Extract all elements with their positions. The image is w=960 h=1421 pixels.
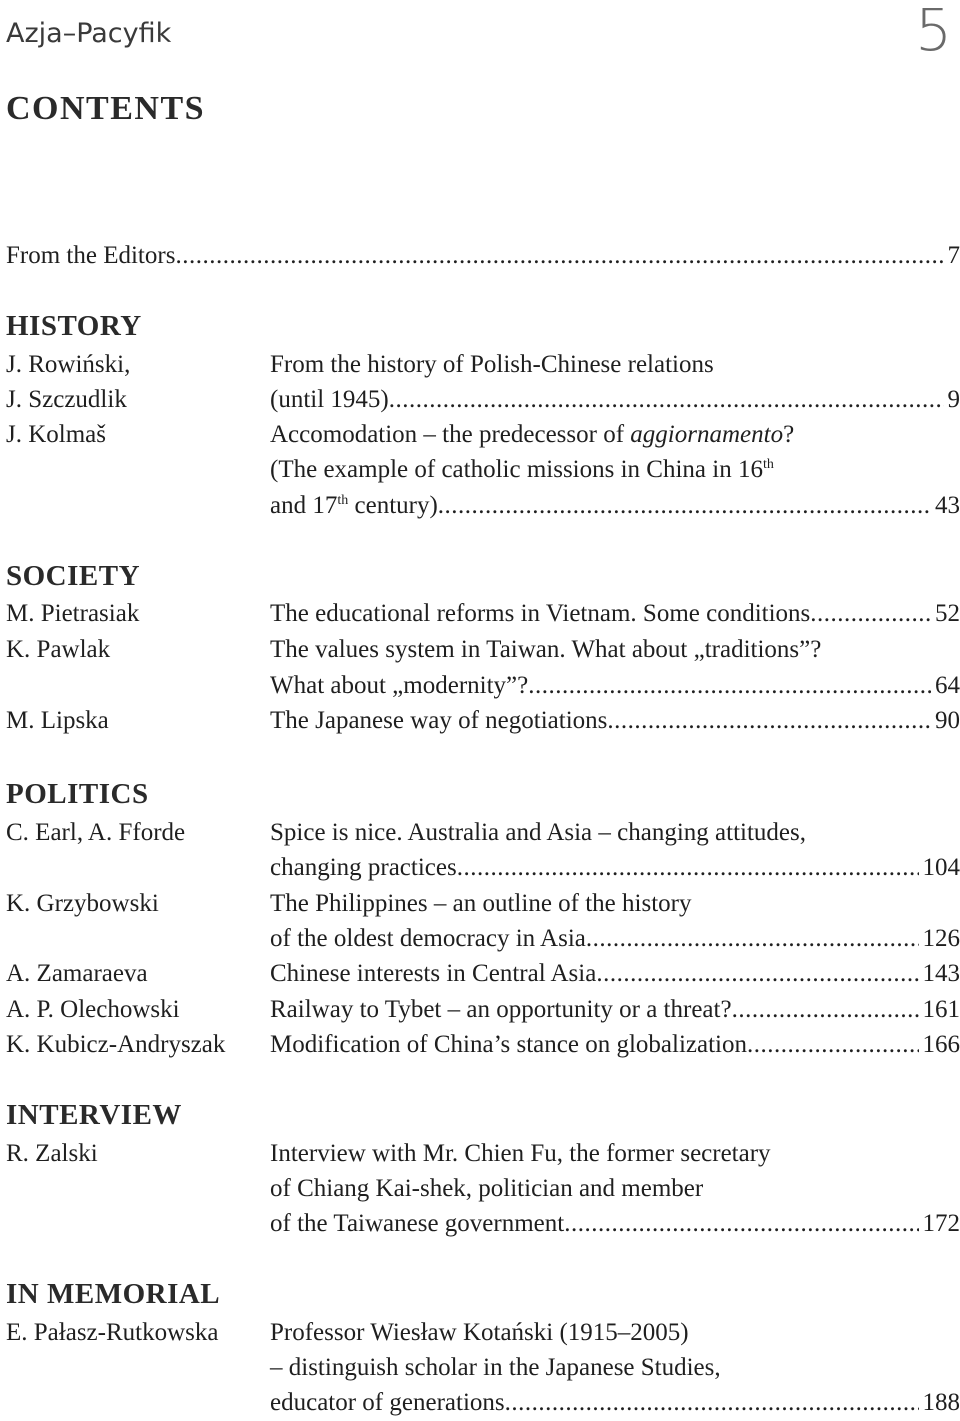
toc-entry-editors[interactable] [6, 238, 960, 274]
entry-page: 172 [922, 1210, 960, 1237]
entry-title: The educational reforms in Vietnam. Some conditions [270, 600, 811, 627]
entry-title [270, 452, 774, 488]
section-heading-politics: POLITICS [6, 778, 149, 810]
leader-dots [596, 956, 918, 992]
entry-author: J. Kolmaš [6, 421, 106, 448]
toc-entry-line[interactable] [6, 632, 960, 668]
entry-author: K. Grzybowski [6, 890, 159, 917]
leader-dots [175, 238, 943, 274]
toc-entry-line[interactable] [6, 956, 960, 992]
entry-author: K. Kubicz-Andryszak [6, 1031, 226, 1058]
section-heading-history: HISTORY [6, 310, 142, 342]
entry-title: Chinese interests in Central Asia [270, 960, 597, 987]
entry-author: A. Zamaraeva [6, 960, 148, 987]
leader-dots [747, 1027, 919, 1063]
leader-dots [732, 992, 919, 1028]
toc-entry-line[interactable] [6, 347, 960, 383]
entry-title: – distinguish scholar in the Japanese Studies, [270, 1354, 721, 1381]
entry-author: M. Pietrasiak [6, 600, 140, 627]
toc-entry-line[interactable] [6, 1027, 960, 1063]
entry-author: C. Earl, A. Fforde [6, 819, 186, 846]
contents-title: CONTENTS [6, 90, 206, 127]
entry-author: J. Rowiński, [6, 351, 131, 378]
entry-title [270, 417, 794, 453]
leader-dots [389, 382, 944, 418]
toc-entry-line[interactable] [6, 1315, 960, 1351]
entry-page: 188 [922, 1389, 960, 1416]
entry-page: 64 [935, 672, 960, 699]
toc-entry-line[interactable] [6, 452, 960, 488]
title-text: Accomodation – the predecessor of [270, 421, 631, 448]
entry-page: 43 [935, 492, 960, 519]
toc-entry-line[interactable] [6, 1350, 960, 1386]
entry-title: (until 1945) [270, 386, 389, 413]
toc-entry-line[interactable] [6, 1206, 960, 1242]
entry-title: of Chiang Kai-shek, politician and member [270, 1175, 704, 1202]
leader-dots [607, 703, 931, 739]
entry-title: educator of generations [270, 1389, 505, 1416]
leader-dots [586, 921, 919, 957]
entry-title: What about „modernity”? [270, 672, 529, 699]
entry-title: Spice is nice. Australia and Asia – changing attitudes, [270, 819, 806, 846]
title-italic: aggiornamento [630, 421, 784, 448]
superscript: th [337, 493, 349, 508]
toc-entry-line[interactable] [6, 488, 960, 524]
entry-title: The values system in Taiwan. What about „traditions”? [270, 636, 822, 663]
entry-page: 166 [922, 1031, 960, 1058]
leader-dots [564, 1206, 918, 1242]
entry-title: Modification of China’s stance on globalization [270, 1031, 747, 1058]
section-heading-in-memorial: IN MEMORIAL [6, 1278, 221, 1310]
entry-title: The Philippines – an outline of the history [270, 890, 692, 917]
entry-author: M. Lipska [6, 707, 109, 734]
title-text: ? [783, 421, 795, 448]
toc-entry-line[interactable] [6, 815, 960, 851]
toc-entry-line[interactable] [6, 850, 960, 886]
entry-author: K. Pawlak [6, 636, 111, 663]
entry-title: Interview with Mr. Chien Fu, the former secretary [270, 1140, 771, 1167]
title-text: and 17 [270, 492, 338, 519]
toc-entry-line[interactable] [6, 921, 960, 957]
leader-dots [505, 1385, 919, 1421]
entry-page: 52 [935, 600, 960, 627]
toc-entry-line[interactable] [6, 1171, 960, 1207]
entry-author: R. Zalski [6, 1140, 98, 1167]
entry-title: The Japanese way of negotiations [270, 707, 608, 734]
entry-title: changing practices [270, 854, 457, 881]
entry-title: Railway to Tybet – an opportunity or a threat? [270, 996, 732, 1023]
page-number: 5 [915, 0, 952, 64]
section-heading-interview: INTERVIEW [6, 1099, 182, 1131]
entry-author: A. P. Olechowski [6, 996, 180, 1023]
entry-title: Professor Wiesław Kotański (1915–2005) [270, 1319, 689, 1346]
leader-dots [528, 668, 931, 704]
leader-dots [438, 488, 931, 524]
entry-page: 9 [947, 386, 960, 413]
entry-page: 7 [947, 242, 960, 269]
entry-title: From the history of Polish-Chinese relations [270, 351, 714, 378]
entry-author: E. Pałasz-Rutkowska [6, 1319, 219, 1346]
section-heading-society: SOCIETY [6, 560, 141, 592]
entry-page: 104 [922, 854, 960, 881]
entry-page: 90 [935, 707, 960, 734]
entry-title [270, 488, 438, 524]
entry-page: 143 [922, 960, 960, 987]
entry-title: of the Taiwanese government [270, 1210, 565, 1237]
entry-title: From the Editors [6, 242, 176, 269]
toc-entry-line[interactable] [6, 382, 960, 418]
toc-entry-line[interactable] [6, 668, 960, 704]
entry-author: J. Szczudlik [6, 386, 127, 413]
superscript: th [762, 457, 774, 472]
toc-entry-line[interactable] [6, 886, 960, 922]
running-head: Azja–Pacyfik [6, 18, 172, 49]
entry-page: 126 [922, 925, 960, 952]
toc-entry-line[interactable] [6, 992, 960, 1028]
toc-entry-line[interactable] [6, 1385, 960, 1421]
toc-entry-line[interactable] [6, 417, 960, 453]
entry-page: 161 [922, 996, 960, 1023]
title-text: century) [348, 492, 438, 519]
title-text: (The example of catholic missions in China in 16 [270, 456, 763, 483]
leader-dots [457, 850, 919, 886]
toc-entry-line[interactable] [6, 596, 960, 632]
toc-entry-line[interactable] [6, 703, 960, 739]
entry-title: of the oldest democracy in Asia [270, 925, 586, 952]
leader-dots [810, 596, 931, 632]
toc-entry-line[interactable] [6, 1136, 960, 1172]
